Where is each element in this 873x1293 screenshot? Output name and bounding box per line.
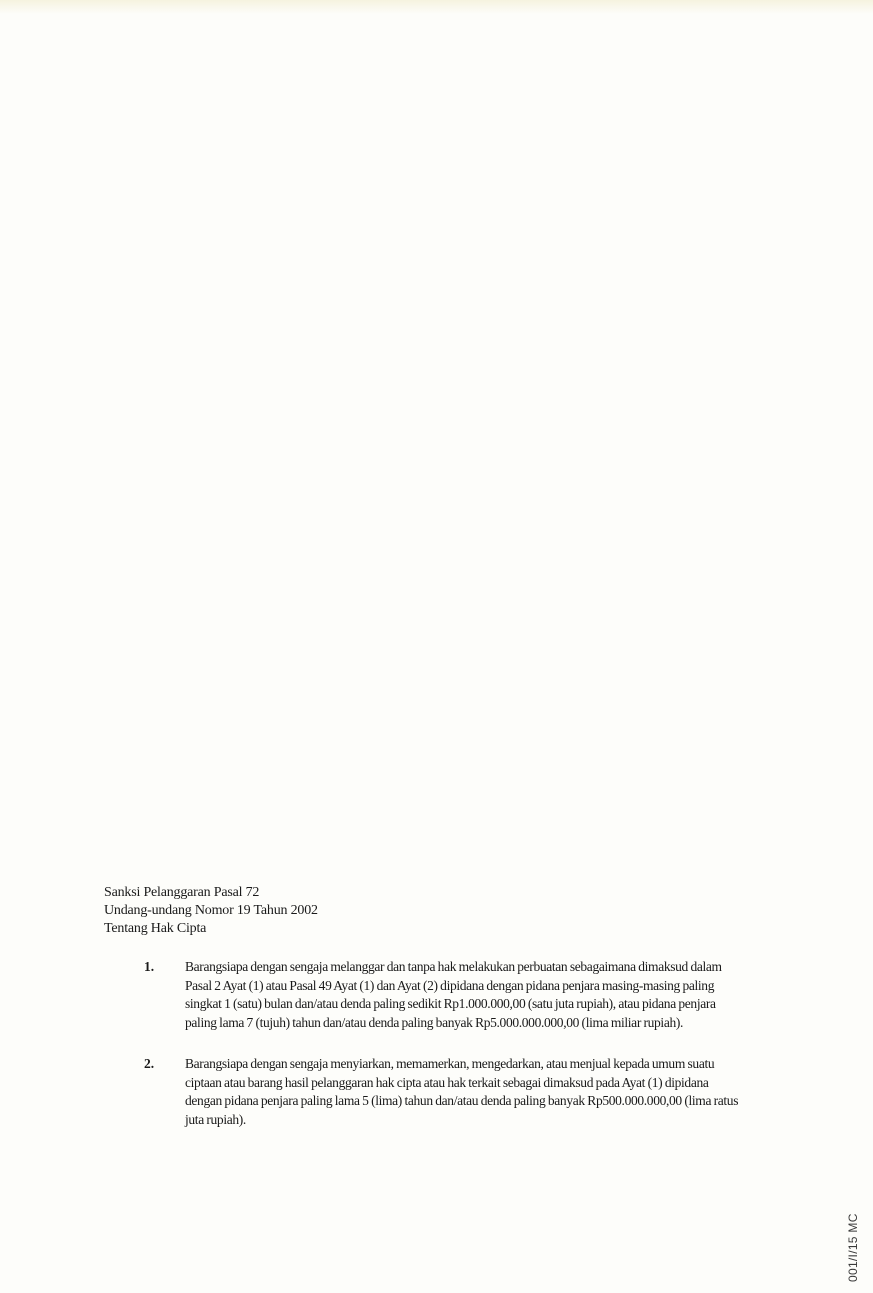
- copyright-sanction-notice: [104, 884, 744, 1152]
- notice-law-subject: Tentang Hak Cipta: [104, 921, 207, 936]
- clause-number: 2.: [144, 1055, 155, 1071]
- clause-text: Barangsiapa dengan sengaja menyiarkan, memamerkan, mengedarkan, atau menjual kepada umum suatu ciptaan atau barang hasil pelanggaran hak cipta atau hak terkait sebagai dimaksud pada Ayat (1) dipidana dengan pidana penjara paling lama 5 (lima) tahun dan/atau denda paling banyak Rp500.000.000,00 (lima ratus juta rupiah).: [185, 1055, 739, 1127]
- print-code: 001/I/15 MC: [846, 1213, 860, 1282]
- clause-number: 1.: [144, 959, 155, 974]
- sanction-clause-list: [104, 958, 744, 1130]
- notice-title: Sanksi Pelanggaran Pasal 72: [104, 885, 260, 900]
- clause-text: Barangsiapa dengan sengaja melanggar dan tanpa hak melakukan perbuatan sebagaimana dimaksud dalam Pasal 2 Ayat (1) atau Pasal 49 Ayat (1) dan Ayat (2) dipidana dengan pidana penjara masing-masing paling singkat 1 (satu) bulan dan/atau denda paling sedikit Rp1.000.000,00 (satu juta rupiah), atau pidana penjara paling lama 7 (tujuh) tahun dan/atau denda paling banyak Rp5.000.000.000,00 (lima miliar rupiah).: [185, 959, 722, 1031]
- sanction-clause: [104, 958, 744, 1033]
- notice-law-reference: Undang-undang Nomor 19 Tahun 2002: [104, 903, 318, 918]
- sanction-clause: [104, 1055, 744, 1130]
- page-top-edge: [0, 0, 873, 14]
